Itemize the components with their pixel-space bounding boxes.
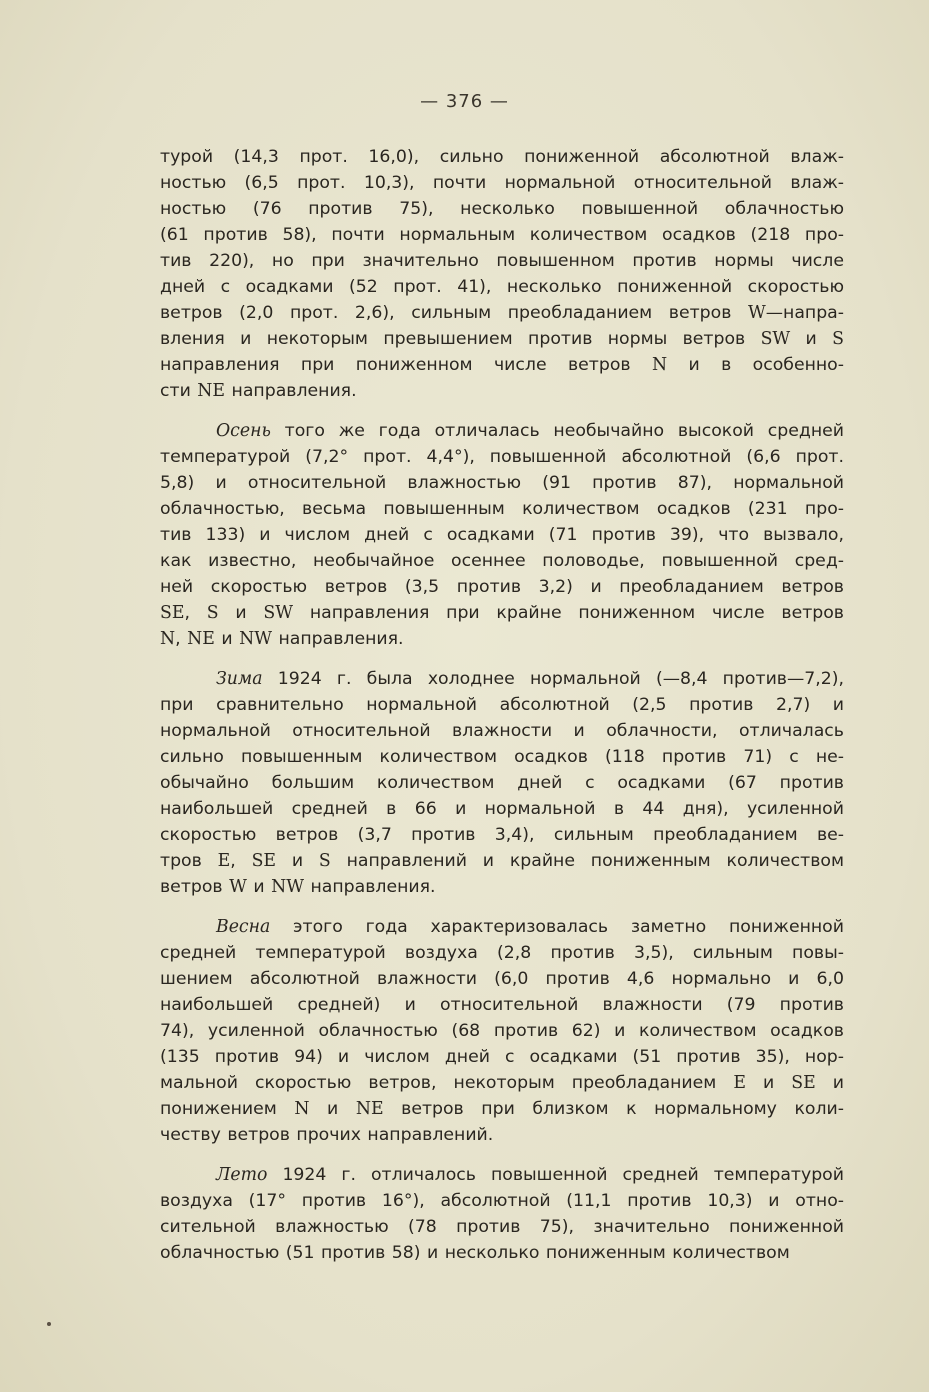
text-line <box>160 378 844 404</box>
line-text: этого года характеризовалась заметно пониженной <box>270 917 844 937</box>
line-text: средней температурой воздуха (2,8 против 3,5), сильным повы- <box>160 943 844 963</box>
line-text: облачностью (51 против 58) и несколько пониженным количеством <box>160 1243 790 1263</box>
wind-direction: SE <box>160 603 185 623</box>
line-text: того же года отличалась необычайно высокой средней <box>270 421 844 441</box>
text-line <box>160 144 844 170</box>
text-line <box>160 222 844 248</box>
line-text: облачностью, весьма повышенным количеством осадков (231 про- <box>160 499 844 519</box>
text-line <box>160 574 844 600</box>
season-heading: Весна <box>216 917 271 937</box>
text-line <box>160 718 844 744</box>
line-text: , <box>230 851 252 871</box>
text-line <box>160 274 844 300</box>
text-line <box>160 966 844 992</box>
paragraph <box>160 144 844 404</box>
wind-direction: SE <box>251 851 277 871</box>
text-line <box>160 744 844 770</box>
wind-direction: NW <box>271 877 304 897</box>
text-line <box>160 822 844 848</box>
line-text: честву ветров прочих направлений. <box>160 1125 494 1145</box>
text-line <box>160 548 844 574</box>
wind-direction: W <box>229 877 247 897</box>
wind-direction: NE <box>187 629 215 649</box>
text-line <box>160 1162 844 1188</box>
text-line <box>160 170 844 196</box>
text-line <box>160 248 844 274</box>
text-line <box>160 352 844 378</box>
text-line <box>160 600 844 626</box>
line-text: тив 133) и числом дней с осадками (71 против 39), что вызвало, <box>160 525 844 545</box>
line-text: понижением <box>160 1099 295 1119</box>
season-heading: Лето <box>216 1165 268 1185</box>
scan-speck <box>47 1322 51 1326</box>
line-text: сти <box>160 381 198 401</box>
line-text: ветров (2,0 прот. 2,6), сильным преобладанием ветров <box>160 303 748 323</box>
line-text: 1924 г. отличалось повышенной средней температурой <box>267 1165 844 1185</box>
line-text: ней скоростью ветров (3,5 против 3,2) и преобладанием ветров <box>160 577 844 597</box>
line-text: при сравнительно нормальной абсолютной (2,5 против 2,7) и <box>160 695 844 715</box>
wind-direction: N <box>294 1099 310 1119</box>
line-text: направления. <box>225 381 357 401</box>
line-text: —напра- <box>765 303 844 323</box>
text-line <box>160 848 844 874</box>
line-text: турой (14,3 прот. 16,0), сильно пониженной абсолютной влаж- <box>160 147 844 167</box>
text-line <box>160 1018 844 1044</box>
text-line <box>160 326 844 352</box>
line-text: как известно, необычайное осеннее половодье, повышенной сред- <box>160 551 844 571</box>
line-text: 5,8) и относительной влажностью (91 против 87), нормальной <box>160 473 844 493</box>
text-line <box>160 1096 844 1122</box>
page-number: — 376 — <box>420 91 509 112</box>
line-text: воздуха (17° против 16°), абсолютной (11,1 против 10,3) и отно- <box>160 1191 844 1211</box>
line-text: шением абсолютной влажности (6,0 против 4,6 нормально и 6,0 <box>160 969 844 989</box>
line-text: направления при пониженном числе ветров <box>160 355 652 375</box>
line-text: ветров при близком к нормальному коли- <box>383 1099 844 1119</box>
line-text: и <box>790 329 833 349</box>
paragraph <box>160 914 844 1148</box>
line-text: и <box>218 603 264 623</box>
wind-direction: N <box>160 629 176 649</box>
line-text: , <box>175 629 188 649</box>
text-line <box>160 796 844 822</box>
line-text: тив 220), но при значительно повышенном против нормы числе <box>160 251 844 271</box>
line-text: дней с осадками (52 прот. 41), несколько пониженной скоростью <box>160 277 844 297</box>
line-text: направления при крайне пониженном числе ветров <box>293 603 844 623</box>
line-text: и <box>745 1073 792 1093</box>
line-text: тров <box>160 851 218 871</box>
line-text: ностью (6,5 прот. 10,3), почти нормальной относительной влаж- <box>160 173 844 193</box>
line-text: вления и некоторым превышением против нормы ветров <box>160 329 761 349</box>
wind-direction: S <box>832 329 844 349</box>
line-text: ветров <box>160 877 230 897</box>
season-heading: Осень <box>216 421 271 441</box>
line-text: наибольшей средней) и относительной влажности (79 против <box>160 995 844 1015</box>
line-text: , <box>184 603 207 623</box>
line-text: (61 против 58), почти нормальным количеством осадков (218 про- <box>160 225 844 245</box>
season-heading: Зима <box>216 669 263 689</box>
text-line <box>160 626 844 652</box>
wind-direction: E <box>733 1073 746 1093</box>
text-line <box>160 1240 844 1266</box>
text-line <box>160 418 844 444</box>
line-text: направлений и крайне пониженным количеством <box>330 851 844 871</box>
text-line <box>160 522 844 548</box>
text-line <box>160 1070 844 1096</box>
wind-direction: N <box>651 355 668 375</box>
line-text: сильно повышенным количеством осадков (118 против 71) с не- <box>160 747 844 767</box>
line-text: (135 против 94) и числом дней с осадками (51 против 35), нор- <box>160 1047 844 1067</box>
wind-direction: E <box>217 851 231 871</box>
line-text: и <box>309 1099 356 1119</box>
line-text: обычайно большим количеством дней с осадками (67 против <box>160 773 844 793</box>
line-text: наибольшей средней в 66 и нормальной в 44 дня), усиленной <box>160 799 844 819</box>
text-line <box>160 1044 844 1070</box>
line-text: ностью (76 против 75), несколько повышенной облачностью <box>160 199 844 219</box>
text-line <box>160 470 844 496</box>
wind-direction: NE <box>197 381 226 401</box>
text-line <box>160 496 844 522</box>
text-line <box>160 1122 844 1148</box>
line-text: сительной влажностью (78 против 75), значительно пониженной <box>160 1217 844 1237</box>
text-line <box>160 666 844 692</box>
line-text: и <box>276 851 319 871</box>
body-text <box>160 144 844 1280</box>
text-line <box>160 992 844 1018</box>
text-line <box>160 196 844 222</box>
wind-direction: SE <box>791 1073 816 1093</box>
wind-direction: SW <box>760 329 791 349</box>
text-line <box>160 940 844 966</box>
text-line <box>160 874 844 900</box>
text-line <box>160 300 844 326</box>
line-text: и <box>214 629 240 649</box>
line-text: направления. <box>303 877 436 897</box>
line-text: и в особенно- <box>667 355 844 375</box>
line-text: 74), усиленной облачностью (68 против 62) и количеством осадков <box>160 1021 844 1041</box>
text-line <box>160 1214 844 1240</box>
text-line <box>160 692 844 718</box>
text-line <box>160 914 844 940</box>
paragraph <box>160 418 844 652</box>
line-text: температурой (7,2° прот. 4,4°), повышенной абсолютной (6,6 прот. <box>160 447 844 467</box>
line-text: направления. <box>271 629 404 649</box>
wind-direction: NE <box>355 1099 384 1119</box>
line-text: 1924 г. была холоднее нормальной (—8,4 против—7,2), <box>262 669 844 689</box>
line-text: и <box>815 1073 844 1093</box>
wind-direction: NW <box>239 629 272 649</box>
text-line <box>160 444 844 470</box>
line-text: и <box>246 877 272 897</box>
line-text: нормальной относительной влажности и облачности, отличалась <box>160 721 844 741</box>
text-line <box>160 1188 844 1214</box>
text-line <box>160 770 844 796</box>
wind-direction: SW <box>263 603 294 623</box>
paragraph <box>160 1162 844 1266</box>
line-text: скоростью ветров (3,7 против 3,4), сильным преобладанием ве- <box>160 825 844 845</box>
paragraph <box>160 666 844 900</box>
wind-direction: S <box>206 603 219 623</box>
wind-direction: S <box>318 851 331 871</box>
wind-direction: W <box>747 303 766 323</box>
line-text: мальной скоростью ветров, некоторым преобладанием <box>160 1073 734 1093</box>
